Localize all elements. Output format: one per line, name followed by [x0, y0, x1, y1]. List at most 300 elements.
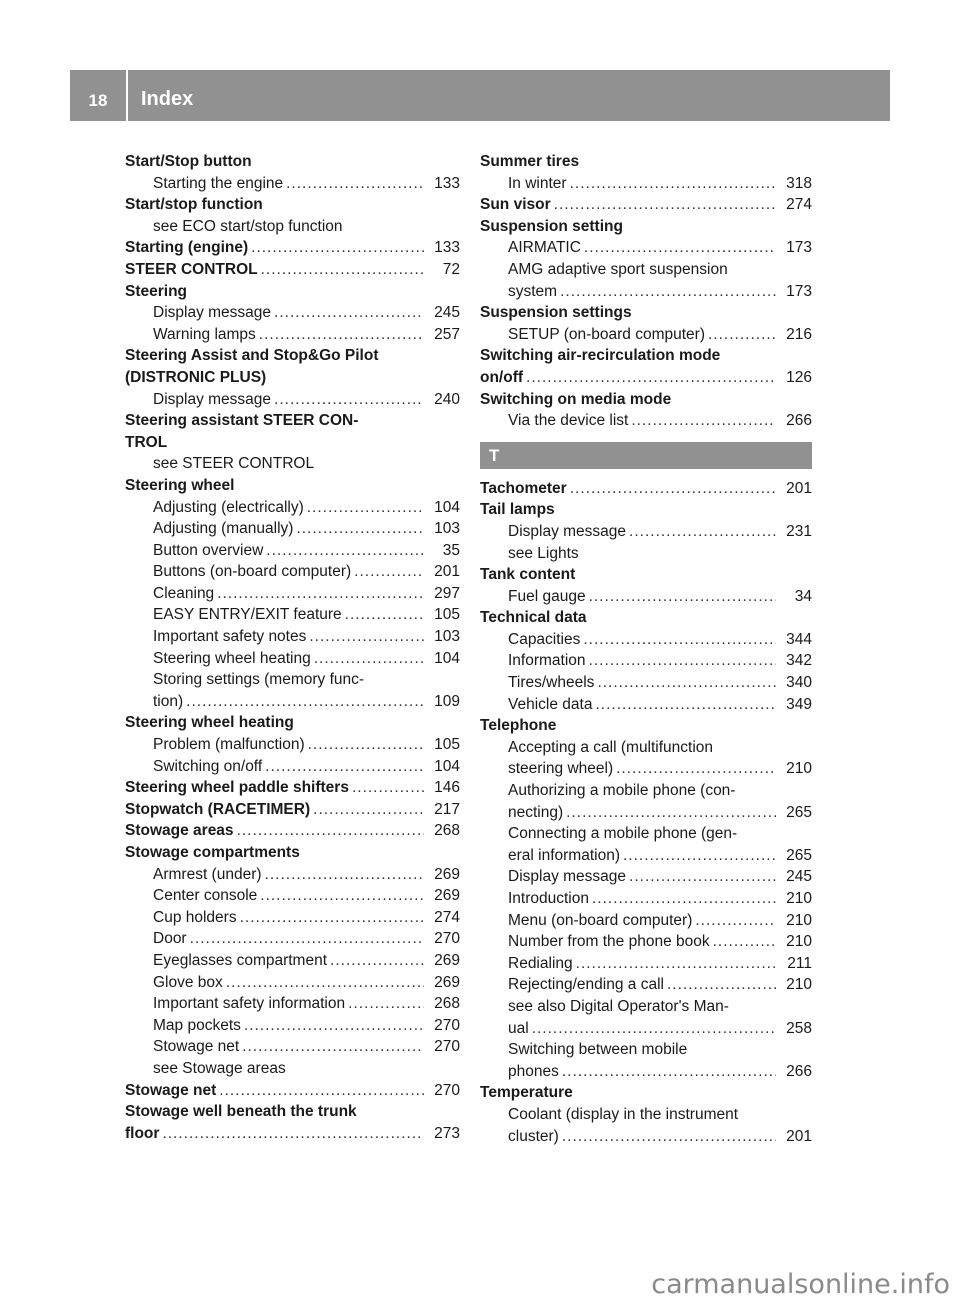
index-entry [125, 475, 460, 497]
index-subentry [480, 1104, 812, 1126]
index-subentry [480, 237, 812, 259]
page-reference: 245 [786, 868, 812, 886]
dot-leader [532, 1018, 776, 1040]
dot-leader [570, 173, 776, 195]
entry-text: AIRMATIC [508, 237, 584, 259]
page-reference: 342 [786, 652, 812, 670]
entry-text: phones [508, 1061, 562, 1083]
index-entry [125, 194, 460, 216]
entry-text: see Stowage areas [153, 1058, 289, 1080]
index-subentry [125, 885, 460, 907]
page-reference: 35 [442, 541, 460, 559]
dot-leader [583, 629, 776, 651]
page-reference: 257 [434, 325, 460, 343]
dot-leader [251, 237, 424, 259]
index-entry [125, 1080, 460, 1102]
page-number: 18 [88, 91, 108, 110]
dot-leader [566, 802, 776, 824]
page-reference: 269 [434, 973, 460, 991]
entry-text: Fuel gauge [508, 586, 589, 608]
dot-leader [226, 972, 424, 994]
index-subentry [480, 737, 812, 759]
entry-text: Stowage compartments [125, 842, 303, 864]
dot-leader [554, 194, 776, 216]
dot-leader [240, 907, 424, 929]
entry-text: Coolant (display in the instrument [508, 1104, 741, 1126]
index-subentry [480, 1039, 812, 1061]
page-reference: 258 [786, 1019, 812, 1037]
dot-leader [616, 758, 776, 780]
dot-leader [190, 928, 424, 950]
page-title: Index [128, 70, 890, 121]
page-reference: 318 [786, 174, 812, 192]
entry-text: Button overview [153, 540, 266, 562]
index-subentry [480, 543, 812, 565]
index-subentry [125, 972, 460, 994]
index-subentry [480, 802, 812, 824]
index-subentry [480, 521, 812, 543]
page-reference: 201 [434, 563, 460, 581]
page-reference: 344 [786, 630, 812, 648]
index-subentry [480, 629, 812, 651]
index-subentry [125, 1036, 460, 1058]
entry-text: Accepting a call (multifunction [508, 737, 716, 759]
index-subentry [480, 953, 812, 975]
index-column-left [125, 151, 460, 1144]
page-reference: 210 [786, 911, 812, 929]
dot-leader [219, 1080, 424, 1102]
index-subentry [125, 561, 460, 583]
entry-text: see STEER CONTROL [153, 453, 317, 475]
index-subentry [125, 583, 460, 605]
entry-text: Map pockets [153, 1015, 244, 1037]
index-subentry [125, 734, 460, 756]
section-header-t: T [480, 442, 812, 469]
dot-leader [667, 974, 776, 996]
page-reference: 201 [786, 479, 812, 497]
dot-leader [260, 885, 424, 907]
index-subentry [480, 324, 812, 346]
entry-text: Important safety information [153, 993, 348, 1015]
index-subentry [480, 672, 812, 694]
entry-text: eral information) [508, 845, 623, 867]
entry-text: Steering wheel heating [125, 712, 297, 734]
page-reference: 103 [434, 520, 460, 538]
index-subentry [125, 453, 460, 475]
dot-leader [560, 281, 776, 303]
dot-leader [597, 672, 776, 694]
entry-text: Door [153, 928, 190, 950]
dot-leader [286, 173, 424, 195]
entry-text: Connecting a mobile phone (gen- [508, 823, 740, 845]
entry-text: Starting the engine [153, 173, 286, 195]
entry-text: Stopwatch (RACETIMER) [125, 799, 313, 821]
index-subentry [125, 540, 460, 562]
page-reference: 211 [787, 954, 812, 972]
entry-text: Suspension setting [480, 216, 626, 238]
entry-text: floor [125, 1123, 162, 1145]
index-entry [480, 302, 812, 324]
dot-leader [713, 931, 776, 953]
entry-text: Warning lamps [153, 324, 259, 346]
page-reference: 349 [786, 695, 812, 713]
entry-text: Via the device list [508, 410, 631, 432]
entry-text: Adjusting (manually) [153, 518, 296, 540]
dot-leader [307, 497, 424, 519]
page-reference: 216 [786, 325, 812, 343]
entry-text: Stowage areas [125, 820, 237, 842]
page-reference: 268 [434, 822, 460, 840]
entry-text: Adjusting (electrically) [153, 497, 307, 519]
entry-text: SETUP (on-board computer) [508, 324, 708, 346]
entry-text: Switching air-recirculation mode [480, 345, 723, 367]
dot-leader [162, 1123, 424, 1145]
dot-leader [584, 237, 776, 259]
page-reference: 265 [786, 803, 812, 821]
dot-leader [186, 691, 424, 713]
index-subentry [125, 756, 460, 778]
index-subentry [480, 823, 812, 845]
dot-leader [237, 820, 424, 842]
entry-text: Display message [153, 302, 274, 324]
dot-leader [348, 993, 424, 1015]
dot-leader [631, 410, 776, 432]
index-entry [125, 799, 460, 821]
entry-text: Suspension settings [480, 302, 635, 324]
page-reference: 210 [786, 760, 812, 778]
page-reference: 126 [786, 368, 812, 386]
page-reference: 270 [434, 930, 460, 948]
index-subentry [125, 389, 460, 411]
index-subentry [480, 758, 812, 780]
page-reference: 201 [786, 1127, 812, 1145]
page-reference: 105 [434, 736, 460, 754]
index-subentry [125, 1058, 460, 1080]
page-reference: 105 [434, 606, 460, 624]
index-entry [125, 345, 460, 367]
index-entry [125, 151, 460, 173]
index-entry [480, 367, 812, 389]
dot-leader [259, 324, 424, 346]
index-subentry [125, 626, 460, 648]
index-subentry [480, 845, 812, 867]
page-reference: 104 [434, 757, 460, 775]
page-reference: 265 [786, 846, 812, 864]
dot-leader [265, 864, 424, 886]
entry-text: Switching on media mode [480, 389, 674, 411]
entry-text: tion) [153, 691, 186, 713]
entry-text: Storing settings (memory func- [153, 669, 367, 691]
index-entry [125, 777, 460, 799]
entry-text: Important safety notes [153, 626, 309, 648]
entry-text: Cleaning [153, 583, 217, 605]
entry-text: Display message [153, 389, 274, 411]
entry-text: Starting (engine) [125, 237, 251, 259]
index-entry [125, 237, 460, 259]
page-reference: 210 [786, 976, 812, 994]
index-subentry [125, 302, 460, 324]
entry-text: Vehicle data [508, 694, 595, 716]
entry-text: Eyeglasses compartment [153, 950, 330, 972]
dot-leader [592, 888, 776, 910]
index-entry [480, 715, 812, 737]
dot-leader [623, 845, 776, 867]
entry-text: Tail lamps [480, 499, 558, 521]
index-subentry [480, 780, 812, 802]
index-entry [480, 345, 812, 367]
entry-text: Information [508, 650, 589, 672]
index-subentry [480, 586, 812, 608]
entry-text: Menu (on-board computer) [508, 910, 695, 932]
index-entry [125, 410, 460, 432]
entry-text: Switching on/off [153, 756, 265, 778]
index-subentry [125, 669, 460, 691]
index-entry [480, 564, 812, 586]
index-subentry [480, 410, 812, 432]
dot-leader [296, 518, 424, 540]
entry-text: Sun visor [480, 194, 554, 216]
entry-text: Stowage net [125, 1080, 219, 1102]
index-subentry [125, 604, 460, 626]
index-entry [480, 389, 812, 411]
entry-text: on/off [480, 367, 526, 389]
dot-leader [274, 389, 424, 411]
page-reference: 269 [434, 951, 460, 969]
entry-text: Number from the phone book [508, 931, 713, 953]
entry-text: Display message [508, 521, 629, 543]
page-reference: 34 [794, 587, 812, 605]
dot-leader [345, 604, 424, 626]
index-subentry [125, 173, 460, 195]
page-reference: 72 [442, 260, 460, 278]
entry-text: see also Digital Operator's Man- [508, 996, 732, 1018]
index-subentry [125, 864, 460, 886]
index-subentry [480, 173, 812, 195]
page-reference: 231 [786, 522, 812, 540]
dot-leader [354, 561, 424, 583]
entry-text: necting) [508, 802, 566, 824]
entry-text: Stowage net [153, 1036, 242, 1058]
index-subentry [480, 281, 812, 303]
watermark: carmanualsonline.info [651, 1269, 950, 1300]
page-reference: 297 [434, 584, 460, 602]
index-subentry [125, 691, 460, 713]
entry-text: Buttons (on-board computer) [153, 561, 354, 583]
entry-text: Display message [508, 866, 629, 888]
entry-text: system [508, 281, 560, 303]
dot-leader [313, 799, 424, 821]
entry-text: (DISTRONIC PLUS) [125, 367, 269, 389]
entry-text: Steering wheel paddle shifters [125, 777, 352, 799]
dot-leader [265, 756, 424, 778]
page-reference: 245 [434, 304, 460, 322]
index-subentry [125, 648, 460, 670]
index-entry [125, 712, 460, 734]
index-subentry [125, 324, 460, 346]
index-subentry [125, 928, 460, 950]
page-reference: 210 [786, 890, 812, 907]
index-subentry [125, 993, 460, 1015]
entry-text: see ECO start/stop function [153, 216, 346, 238]
entry-text: Problem (malfunction) [153, 734, 308, 756]
index-subentry [480, 910, 812, 932]
dot-leader [589, 586, 776, 608]
dot-leader [308, 734, 424, 756]
dot-leader [629, 866, 776, 888]
dot-leader [217, 583, 424, 605]
entry-text: Tachometer [480, 478, 570, 500]
index-entry [480, 607, 812, 629]
dot-leader [708, 324, 776, 346]
page-reference: 133 [434, 239, 460, 257]
page-reference: 270 [434, 1016, 460, 1034]
entry-text: see Lights [508, 543, 582, 565]
entry-text: steering wheel) [508, 758, 616, 780]
entry-text: Tires/wheels [508, 672, 597, 694]
index-entry [125, 432, 460, 454]
index-subentry [125, 907, 460, 929]
page-reference: 217 [434, 800, 460, 818]
dot-leader [242, 1036, 424, 1058]
dot-leader [562, 1061, 776, 1083]
index-subentry [480, 1126, 812, 1148]
index-entry [125, 259, 460, 281]
page-reference: 210 [786, 933, 812, 951]
dot-leader [526, 367, 776, 389]
entry-text: Steering wheel heating [153, 648, 314, 670]
index-subentry [125, 1015, 460, 1037]
entry-text: Introduction [508, 888, 592, 910]
dot-leader [330, 950, 424, 972]
entry-text: Capacities [508, 629, 583, 651]
index-entry [125, 842, 460, 864]
page-reference: 266 [786, 412, 812, 430]
dot-leader [589, 650, 776, 672]
entry-text: Technical data [480, 607, 590, 629]
entry-text: Glove box [153, 972, 226, 994]
page-reference: 269 [434, 865, 460, 883]
page-reference: 146 [434, 779, 460, 797]
entry-text: ual [508, 1018, 532, 1040]
entry-text: Steering assistant STEER CON- [125, 410, 361, 432]
index-entry [125, 281, 460, 303]
index-subentry [480, 974, 812, 996]
dot-leader [266, 540, 424, 562]
index-entry [480, 478, 812, 500]
entry-text: Switching between mobile [508, 1039, 690, 1061]
dot-leader [261, 259, 424, 281]
dot-leader [314, 648, 424, 670]
page-reference: 173 [786, 239, 812, 257]
page-reference: 274 [434, 908, 460, 926]
entry-text: Stowage well beneath the trunk [125, 1101, 360, 1123]
entry-text: Rejecting/ending a call [508, 974, 667, 996]
page-reference: 270 [434, 1038, 460, 1056]
page-reference: 173 [786, 282, 812, 300]
index-subentry [480, 1061, 812, 1083]
entry-text: Center console [153, 885, 260, 907]
index-subentry [125, 518, 460, 540]
entry-text: Steering Assist and Stop&Go Pilot [125, 345, 381, 367]
entry-text: STEER CONTROL [125, 259, 261, 281]
entry-text: AMG adaptive sport suspension [508, 259, 731, 281]
entry-text: Start/Stop button [125, 151, 255, 173]
index-entry [480, 1082, 812, 1104]
page-reference: 266 [786, 1062, 812, 1080]
entry-text: Armrest (under) [153, 864, 265, 886]
dot-leader [244, 1015, 424, 1037]
page-number-box [70, 70, 126, 121]
page-reference: 268 [434, 995, 460, 1013]
page-reference: 104 [434, 649, 460, 667]
index-subentry [480, 888, 812, 910]
dot-leader [695, 910, 776, 932]
index-entry [480, 499, 812, 521]
dot-leader [562, 1126, 776, 1148]
entry-text: In winter [508, 173, 570, 195]
page-reference: 133 [434, 174, 460, 192]
page-reference: 273 [434, 1124, 460, 1142]
index-entry [125, 820, 460, 842]
index-subentry [480, 996, 812, 1018]
entry-text: Cup holders [153, 907, 240, 929]
index-subentry [125, 216, 460, 238]
index-entry [480, 194, 812, 216]
index-subentry [480, 259, 812, 281]
entry-text: EASY ENTRY/EXIT feature [153, 604, 345, 626]
dot-leader [309, 626, 424, 648]
index-subentry [480, 866, 812, 888]
dot-leader [352, 777, 424, 799]
dot-leader [274, 302, 424, 324]
dot-leader [570, 478, 776, 500]
entry-text: Redialing [508, 953, 576, 975]
index-entry [125, 1123, 460, 1145]
index-subentry [480, 650, 812, 672]
dot-leader [576, 953, 776, 975]
index-subentry [480, 1018, 812, 1040]
index-entry [480, 216, 812, 238]
entry-text: cluster) [508, 1126, 562, 1148]
page-reference: 269 [434, 887, 460, 905]
entry-text: Authorizing a mobile phone (con- [508, 780, 738, 802]
page-reference: 274 [786, 196, 812, 214]
entry-text: Steering [125, 281, 190, 303]
dot-leader [629, 521, 776, 543]
page-reference: 103 [434, 628, 460, 646]
entry-text: Telephone [480, 715, 559, 737]
index-entry [125, 1101, 460, 1123]
index-subentry [125, 497, 460, 519]
page-reference: 240 [434, 390, 460, 408]
entry-text: Tank content [480, 564, 578, 586]
index-subentry [480, 931, 812, 953]
index-entry [125, 367, 460, 389]
page-reference: 109 [434, 692, 460, 710]
page-reference: 270 [434, 1081, 460, 1099]
entry-text: Steering wheel [125, 475, 237, 497]
index-entry [480, 151, 812, 173]
index-subentry [125, 950, 460, 972]
index-subentry [480, 694, 812, 716]
entry-text: Summer tires [480, 151, 582, 173]
page-reference: 340 [786, 674, 812, 692]
dot-leader [595, 694, 776, 716]
index-column-right [480, 151, 812, 1147]
entry-text: Start/stop function [125, 194, 266, 216]
entry-text: Temperature [480, 1082, 576, 1104]
page-reference: 104 [434, 498, 460, 516]
